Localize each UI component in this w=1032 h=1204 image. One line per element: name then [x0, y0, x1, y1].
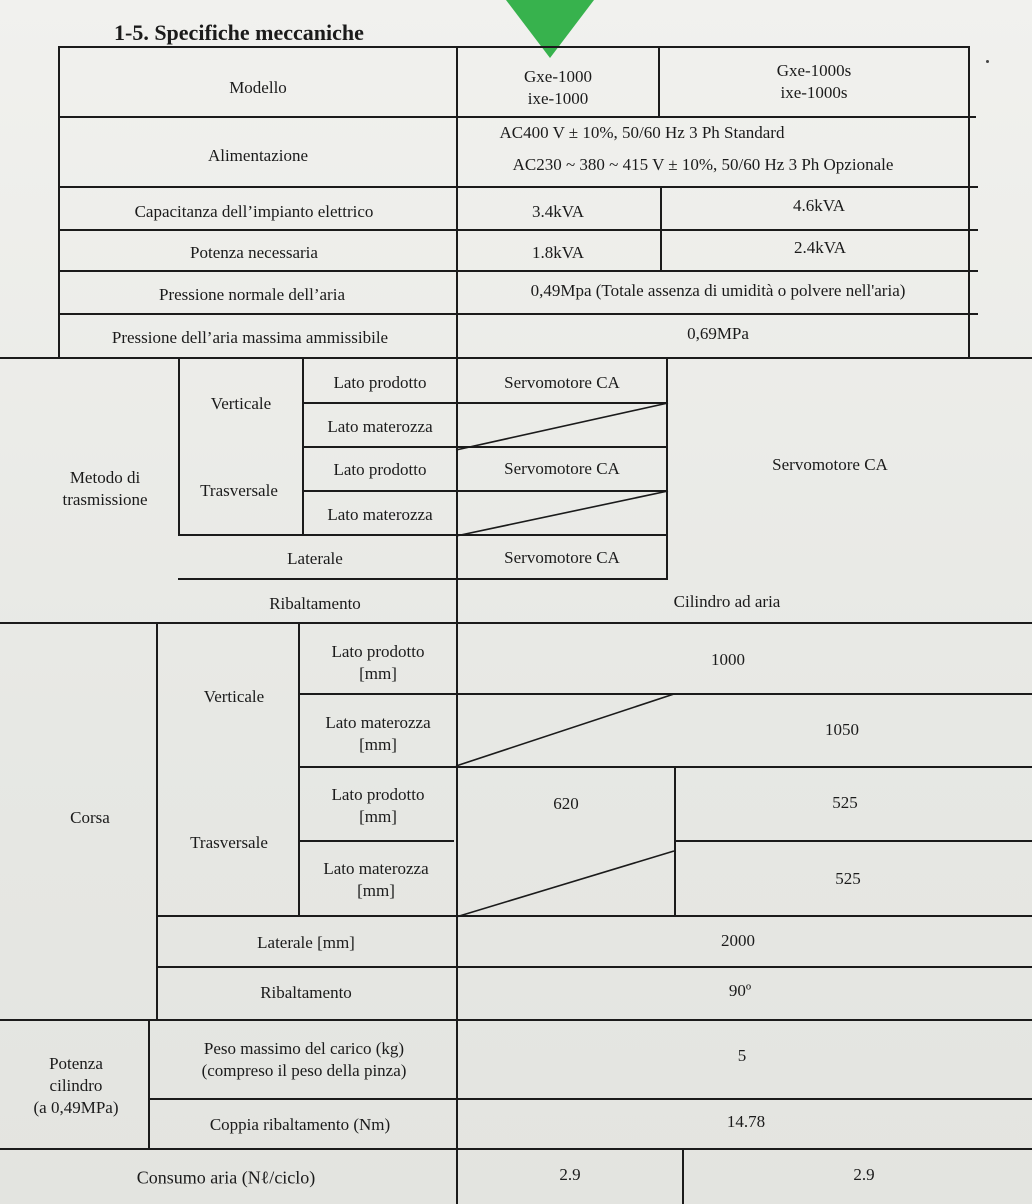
stroke-lateral-label: Laterale [mm] [257, 932, 355, 952]
servo-transversal: Servomotore CA [504, 458, 620, 478]
cylinder-max-load-label: Peso massimo del carico (kg) (compreso il peso della pinza) [201, 1038, 407, 1080]
cylinder-label: Potenza cilindro (a 0,49MPa) [33, 1053, 119, 1118]
air-consumption-label: Consumo aria (Nℓ/ciclo) [136, 1167, 316, 1188]
stroke-transversal-product-b: 525 [832, 792, 858, 812]
servo-model-b: Servomotore CA [772, 454, 888, 474]
power-required-b: 2.4kVA [793, 237, 847, 257]
stroke-transversal-product: Lato prodotto [mm] [331, 784, 425, 826]
air-consumption-b: 2.9 [853, 1164, 875, 1184]
stroke-tilt-label: Ribaltamento [260, 982, 352, 1002]
power-supply-label: Alimentazione [207, 145, 309, 165]
stroke-vertical: Verticale [203, 686, 265, 706]
stroke-transversal: Trasversale [190, 832, 268, 852]
power-required-label: Potenza necessaria [190, 242, 318, 262]
air-pressure-value: 0,49Mpa (Totale assenza di umidità o polvere nell'aria) [530, 280, 906, 300]
power-required-a: 1.8kVA [531, 242, 585, 262]
stroke-label: Corsa [70, 807, 110, 827]
cylinder-max-load-value: 5 [737, 1045, 747, 1065]
transmission-label: Metodo di trasmissione [62, 467, 148, 509]
stroke-transversal-sprue: Lato materozza [mm] [323, 858, 429, 900]
transmission-vertical-product: Lato prodotto [333, 372, 427, 392]
tilt-air-cylinder: Cilindro ad aria [673, 591, 781, 611]
cylinder-torque-value: 14.78 [726, 1111, 766, 1131]
max-air-pressure-value: 0,69MPa [687, 323, 749, 343]
cylinder-torque-label: Coppia ribaltamento (Nm) [209, 1114, 391, 1134]
capacity-label: Capacitanza dell’impianto elettrico [134, 201, 374, 221]
capacity-b: 4.6kVA [792, 195, 846, 215]
transmission-vertical-sprue: Lato materozza [327, 416, 433, 436]
stroke-transversal-sprue-b: 525 [835, 868, 861, 888]
transmission-transversal-product: Lato prodotto [333, 459, 427, 479]
transmission-tilt: Ribaltamento [269, 593, 361, 613]
stroke-transversal-a: 620 [553, 793, 579, 813]
transmission-vertical: Verticale [210, 393, 272, 413]
header-model-b: Gxe-1000s ixe-1000s [776, 60, 852, 102]
air-consumption-a: 2.9 [559, 1164, 581, 1184]
header-model-label: Modello [229, 77, 287, 97]
transmission-transversal: Trasversale [200, 480, 278, 500]
stroke-vertical-product-value: 1000 [711, 649, 745, 669]
servo-lateral: Servomotore CA [504, 547, 620, 567]
power-supply-standard: AC400 V ± 10%, 50/60 Hz 3 Ph Standard [499, 122, 785, 142]
stroke-tilt-value: 90º [728, 980, 752, 1000]
stroke-vertical-sprue-b: 1050 [825, 719, 859, 739]
stroke-vertical-sprue: Lato materozza [mm] [325, 712, 431, 754]
header-model-a: Gxe-1000 ixe-1000 [524, 66, 592, 108]
stroke-lateral-value: 2000 [721, 930, 755, 950]
transmission-transversal-sprue: Lato materozza [327, 504, 433, 524]
max-air-pressure-label: Pressione dell’aria massima ammissibile [111, 327, 389, 347]
air-pressure-label: Pressione normale dell’aria [159, 284, 345, 304]
page-title: 1-5. Specifiche meccaniche [114, 20, 364, 45]
power-supply-optional: AC230 ~ 380 ~ 415 V ± 10%, 50/60 Hz 3 Ph Opzionale [512, 154, 894, 174]
transmission-lateral: Laterale [287, 548, 343, 568]
servo-vertical: Servomotore CA [504, 372, 620, 392]
stroke-vertical-product: Lato prodotto [mm] [331, 641, 425, 683]
capacity-a: 3.4kVA [531, 201, 585, 221]
